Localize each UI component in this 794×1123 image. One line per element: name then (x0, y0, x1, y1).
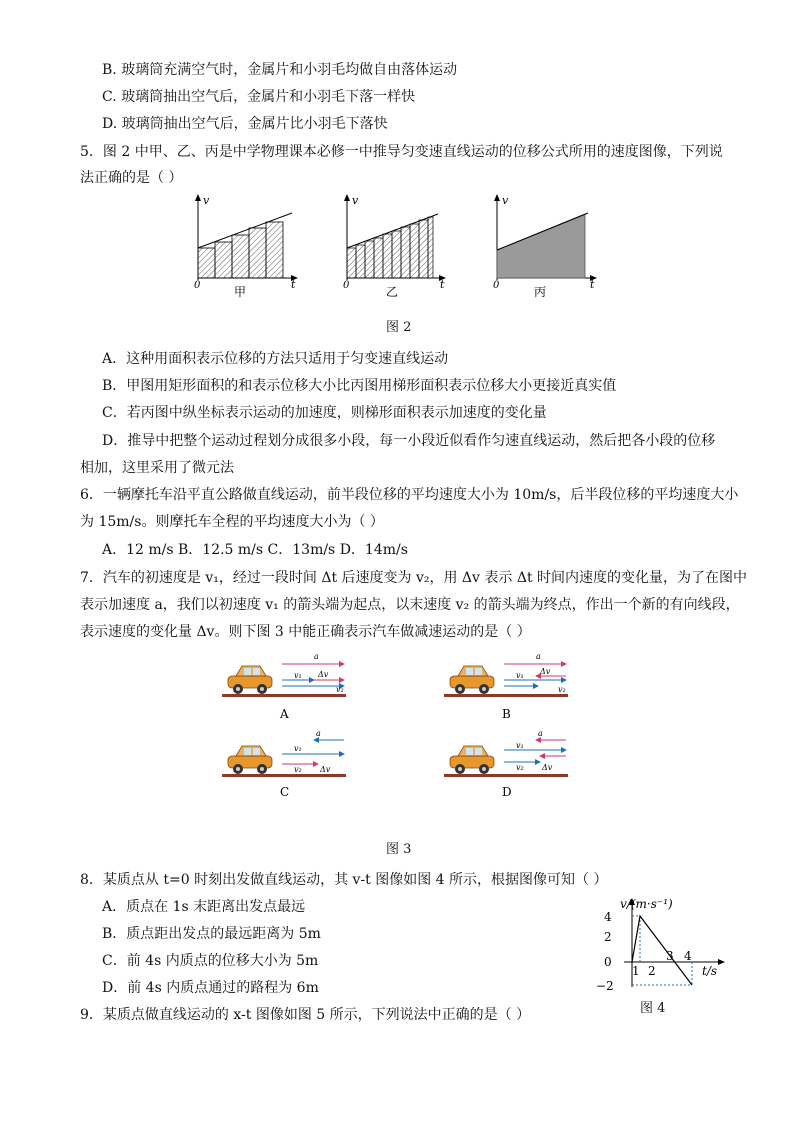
fig2-caption: 图 2 (386, 320, 412, 335)
fig3-caption: 图 3 (386, 842, 412, 857)
fig3-d-v2-label: v₂ (516, 763, 524, 772)
q5-option-c: C．若丙图中纵坐标表示运动的加速度，则梯形面积表示加速度的变化量 (102, 405, 547, 421)
q6-options: A．12 m/s B．12.5 m/s C．13m/s D．14m/s (102, 542, 408, 558)
q9-stem: 9．某质点做直线运动的 x-t 图像如图 5 所示，下列说法中正确的是（ ） (80, 1007, 531, 1023)
fig4-ytick-2: 2 (604, 930, 612, 944)
fig3-c-letter: C (280, 785, 290, 799)
q4-option-b: B. 玻璃筒充满空气时，金属片和小羽毛均做自由落体运动 (102, 62, 458, 78)
fig3-d-v1-label: v₁ (516, 741, 524, 750)
fig2-bing-t-label: t (590, 278, 595, 291)
fig3-option-c (222, 729, 346, 799)
q5-option-a: A．这种用面积表示位移的方法只适用于匀变速直线运动 (102, 351, 449, 367)
q8-option-c: C．前 4s 内质点的位移大小为 5m (102, 953, 319, 969)
q8-option-a: A．质点在 1s 末距离出发点最远 (102, 899, 306, 915)
q5-option-d-1: D．推导中把整个运动过程划分成很多小段，每一小段近似看作匀速直线运动，然后把各小段的位移 (102, 433, 716, 449)
figure-2 (0, 190, 794, 330)
figure-4 (596, 893, 736, 993)
fig2-bing-v-label: v (502, 194, 509, 207)
fig3-c-v2-label: v₂ (294, 765, 302, 774)
q7-stem-2: 表示加速度 a，我们以初速度 v₁ 的箭头端为起点，以末速度 v₂ 的箭头端为终点，作出一个新的有向线段， (80, 597, 740, 613)
fig3-a-dv-label: Δv (318, 670, 329, 679)
fig3-option-b (444, 652, 568, 721)
fig3-b-letter: B (502, 707, 511, 721)
q5-option-b: B．甲图用矩形面积的和表示位移大小比丙图用梯形面积表示位移大小更接近真实值 (102, 378, 617, 394)
fig3-d-dv-label: Δv (542, 763, 553, 772)
fig3-d-a-label: a (538, 729, 543, 738)
fig3-b-a-label: a (536, 652, 541, 661)
fig2-bing-label: 丙 (534, 285, 547, 299)
fig2-jia-label: 甲 (234, 285, 247, 299)
fig2-yi-t-label: t (440, 278, 445, 291)
q5-stem-1: 5．图 2 中甲、乙、丙是中学物理课本必修一中推导匀变速直线运动的位移公式所用的速度图像，下列说 (80, 144, 723, 160)
q6-stem-1: 6．一辆摩托车沿平直公路做直线运动，前半段位移的平均速度大小为 10m/s，后半段位移的平均速度大小 (80, 487, 739, 503)
q4-option-d: D. 玻璃筒抽出空气后，金属片比小羽毛下落快 (102, 116, 388, 132)
q8-option-d: D．前 4s 内质点通过的路程为 6m (102, 980, 319, 996)
fig4-vt-line (632, 916, 692, 985)
fig3-b-v2-label: v₂ (558, 685, 566, 694)
fig2-jia-origin: 0 (194, 280, 201, 291)
fig3-a-a-label: a (314, 652, 319, 661)
fig3-a-letter: A (280, 707, 289, 721)
q6-stem-2: 为 15m/s。则摩托车全程的平均速度大小为（ ） (80, 514, 384, 530)
fig2-yi-origin: 0 (343, 280, 350, 291)
fig4-xtick-4: 4 (684, 949, 692, 963)
q5-option-d-2: 相加，这里采用了微元法 (80, 460, 234, 476)
q8-stem: 8．某质点从 t=0 时刻出发做直线运动，其 v-t 图像如图 4 所示，根据图像可知（ ） (80, 872, 608, 888)
fig4-xtick-1: 1 (632, 964, 640, 978)
fig2-panel-bing (493, 194, 597, 299)
fig3-option-a (222, 652, 346, 721)
fig2-jia-t-label: t (291, 278, 296, 291)
fig3-a-v1-label: v₁ (294, 671, 302, 680)
q4-option-c: C. 玻璃筒抽出空气后，金属片和小羽毛下落一样快 (102, 89, 416, 105)
fig2-panel-yi (343, 194, 446, 299)
q7-stem-1: 7．汽车的初速度是 v₁，经过一段时间 Δt 后速度变为 v₂，用 Δv 表示 Δt 时间内速度的变化量，为了在图中 (80, 570, 748, 586)
fig3-option-d (444, 729, 568, 799)
fig4-ytick-0: 0 (604, 955, 612, 969)
fig3-a-v2-label: v₂ (336, 685, 344, 694)
fig2-yi-v-label: v (352, 194, 359, 207)
q5-stem-2: 法正确的是（ ） (80, 170, 183, 186)
fig3-d-letter: D (502, 785, 512, 799)
fig2-panel-jia (194, 194, 298, 299)
fig3-c-v1-label: v₁ (294, 744, 302, 753)
fig3-b-v1-label: v₁ (516, 671, 524, 680)
figure-3 (0, 648, 794, 808)
fig3-c-a-label: a (316, 729, 321, 738)
q7-stem-3: 表示速度的变化量 Δv。则下图 3 中能正确表示汽车做减速运动的是（ ） (80, 624, 531, 640)
q8-option-b: B．质点距出发点的最远距离为 5m (102, 926, 321, 942)
fig4-xtick-2: 2 (648, 964, 656, 978)
fig4-xlabel: t/s (702, 964, 718, 978)
fig2-yi-label: 乙 (386, 285, 399, 299)
fig2-bing-origin: 0 (493, 280, 500, 291)
fig3-c-dv-label: Δv (320, 765, 331, 774)
fig2-jia-v-label: v (203, 194, 210, 207)
fig4-ytick-4: 4 (604, 910, 612, 924)
fig4-caption: 图 4 (640, 1001, 666, 1016)
fig3-b-dv-label: Δv (540, 667, 551, 676)
fig4-ylabel: v/(m·s⁻¹) (620, 897, 673, 911)
fig4-ytick-neg2: −2 (596, 979, 614, 993)
fig4-xtick-3: 3 (666, 949, 674, 963)
